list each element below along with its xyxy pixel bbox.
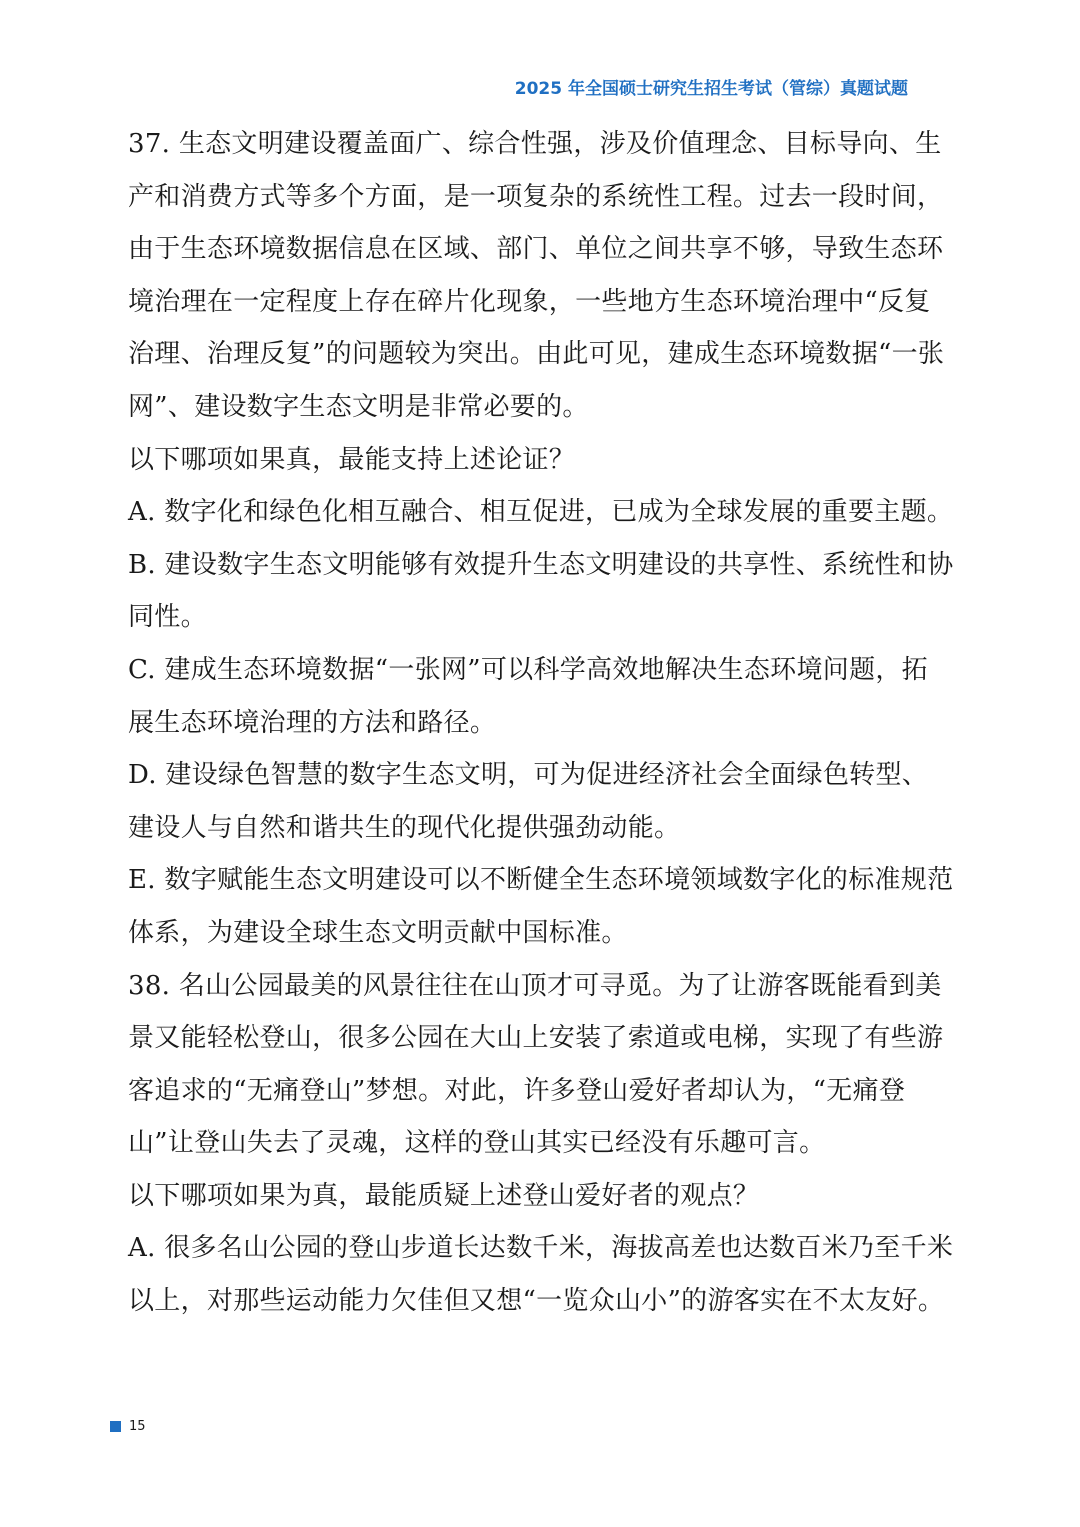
question-37-option-e: E. 数字赋能生态文明建设可以不断健全生态环境领域数字化的标准规范体系，为建设全球生态文明贡献中国标准。 — [128, 865, 954, 948]
question-37-stem: 37. 生态文明建设覆盖面广、综合性强，涉及价值理念、目标导向、生产和消费方式等多个方面，是一项复杂的系统性工程。过去一段时间，由于生态环境数据信息在区域、部门、单位之间共享不够，导致生态环境治理在一定程度上存在碎片化现象，一些地方生态环境治理中“反复治理、治理反复”的问题较为突出。由此可见，建成生态环境数据“一张网”、建设数字生态文明是非常必要的。 — [128, 129, 945, 422]
question-38-option-a: A. 很多名山公园的登山步道长达数千米，海拔高差也达数百米乃至千米以上，对那些运动能力欠佳但又想“一览众山小”的游客实在不太友好。 — [128, 1233, 954, 1317]
question-38-prompt: 以下哪项如果为真，最能质疑上述登山爱好者的观点？ — [128, 1180, 760, 1211]
question-37-option-a: A. 数字化和绿色化相互融合、相互促进，已成为全球发展的重要主题。 — [128, 497, 954, 528]
question-37-option-c: C. 建成生态环境数据“一张网”可以科学高效地解决生态环境问题，拓展生态环境治理的方法和路径。 — [128, 654, 928, 738]
question-37-prompt: 以下哪项如果真，最能支持上述论证？ — [128, 444, 576, 475]
question-38-stem: 38. 名山公园最美的风景往往在山顶才可寻觅。为了让游客既能看到美景又能轻松登山，很多公园在大山上安装了索道或电梯，实现了有些游客追求的“无痛登山”梦想。对此，许多登山爱好者却认为，“无痛登山”让登山失去了灵魂，这样的登山其实已经没有乐趣可言。 — [128, 970, 944, 1159]
page-footer — [110, 1419, 146, 1434]
page-number: 15 — [129, 1419, 146, 1434]
document-body — [128, 118, 954, 1328]
page-marker-square-icon — [110, 1421, 121, 1432]
question-37-option-d: D. 建设绿色智慧的数字生态文明，可为促进经济社会全面绿色转型、建设人与自然和谐共生的现代化提供强劲动能。 — [128, 760, 929, 843]
page-header-title: 2025 年全国硕士研究生招生考试（管综）真题试题 — [514, 79, 908, 99]
question-37-option-b: B. 建设数字生态文明能够有效提升生态文明建设的共享性、系统性和协同性。 — [128, 549, 954, 633]
